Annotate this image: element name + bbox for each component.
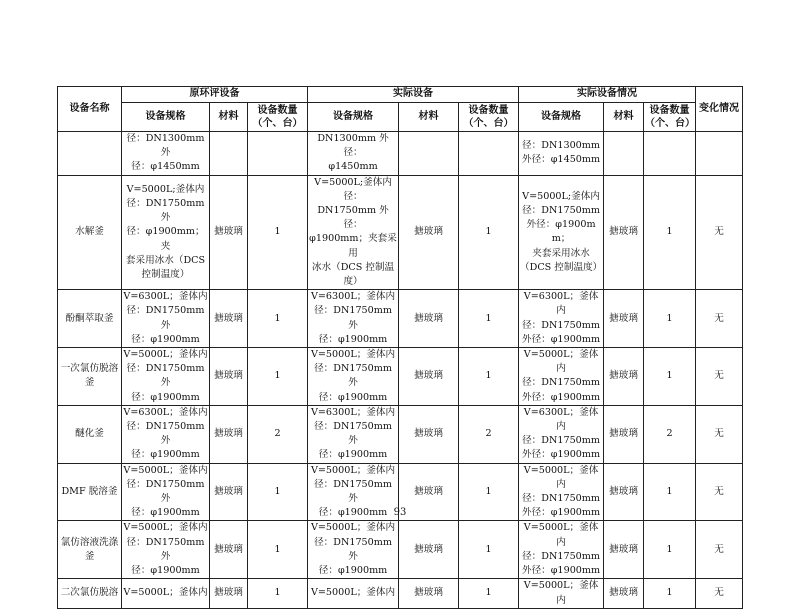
status-material-cell: 搪玻璃 xyxy=(604,175,644,290)
status-quantity-cell xyxy=(644,132,696,176)
header-material: 材料 xyxy=(604,103,644,132)
original-quantity-cell: 2 xyxy=(248,405,308,463)
table-body xyxy=(58,132,743,609)
status-spec-cell: V=5000L；釜体内 径：DN1750mm 外径：φ1900mm xyxy=(519,463,604,521)
actual-spec-cell: V=5000L；釜体内 径：DN1750mm 外 径：φ1900mm xyxy=(308,348,399,406)
status-material-cell: 搪玻璃 xyxy=(604,579,644,608)
header-material: 材料 xyxy=(210,103,248,132)
header-spec: 设备规格 xyxy=(308,103,399,132)
original-quantity-cell: 1 xyxy=(248,579,308,608)
table-row xyxy=(58,290,743,348)
status-spec-cell: V=6300L；釜体内 径：DN1750mm 外径：φ1900mm xyxy=(519,290,604,348)
header-quantity-line1: 设备数量 xyxy=(257,105,298,116)
equipment-comparison-table xyxy=(57,86,743,609)
status-spec-cell: V=5000L；釜体内 径：DN1750mm 外径：φ1900mm xyxy=(519,521,604,579)
equipment-name-cell: 酚酮萃取釜 xyxy=(58,290,122,348)
change-cell: 无 xyxy=(696,463,743,521)
equipment-name-cell: DMF 脱溶釜 xyxy=(58,463,122,521)
actual-spec-cell: V=5000L;釜体内径： DN1750mm 外径： φ1900mm；夹套采用 冰水（DCS 控制温 度） xyxy=(308,175,399,290)
status-material-cell: 搪玻璃 xyxy=(604,521,644,579)
header-quantity-line2: （个、台） xyxy=(252,118,303,129)
header-quantity-line1: 设备数量 xyxy=(649,105,690,116)
status-material-cell: 搪玻璃 xyxy=(604,290,644,348)
change-cell: 无 xyxy=(696,521,743,579)
original-material-cell: 搪玻璃 xyxy=(210,579,248,608)
header-quantity xyxy=(459,103,519,132)
actual-material-cell xyxy=(399,132,459,176)
table-row xyxy=(58,132,743,176)
table-row xyxy=(58,175,743,290)
original-quantity-cell xyxy=(248,132,308,176)
table-row xyxy=(58,579,743,608)
actual-spec-cell: DN1300mm 外径： φ1450mm xyxy=(308,132,399,176)
original-quantity-cell: 1 xyxy=(248,521,308,579)
header-equipment-name: 设备名称 xyxy=(58,87,122,132)
change-cell: 无 xyxy=(696,579,743,608)
header-change-status: 变化情况 xyxy=(696,87,743,132)
actual-quantity-cell: 1 xyxy=(459,348,519,406)
change-cell: 无 xyxy=(696,175,743,290)
original-material-cell: 搪玻璃 xyxy=(210,175,248,290)
header-actual-equipment-status: 实际设备情况 xyxy=(519,87,696,103)
table-row xyxy=(58,348,743,406)
actual-quantity-cell: 1 xyxy=(459,290,519,348)
change-cell: 无 xyxy=(696,405,743,463)
actual-spec-cell: V=5000L；釜体内 径：DN1750mm 外 径：φ1900mm xyxy=(308,521,399,579)
original-spec-cell: V=6300L；釜体内 径：DN1750mm 外 径：φ1900mm xyxy=(122,405,210,463)
header-material: 材料 xyxy=(399,103,459,132)
equipment-name-cell: 水解釜 xyxy=(58,175,122,290)
equipment-name-cell xyxy=(58,132,122,176)
equipment-name-cell: 二次氯仿脱溶 xyxy=(58,579,122,608)
actual-material-cell: 搪玻璃 xyxy=(399,405,459,463)
actual-material-cell: 搪玻璃 xyxy=(399,348,459,406)
actual-material-cell: 搪玻璃 xyxy=(399,290,459,348)
status-spec-cell: V=5000L；釜体内 径：DN1750mm 外径：φ1900mm xyxy=(519,348,604,406)
equipment-name-cell: 醚化釜 xyxy=(58,405,122,463)
status-material-cell: 搪玻璃 xyxy=(604,463,644,521)
actual-spec-cell: V=5000L；釜体内 径：DN1750mm 外 径：φ1900mm xyxy=(308,463,399,521)
original-material-cell: 搪玻璃 xyxy=(210,521,248,579)
original-material-cell: 搪玻璃 xyxy=(210,405,248,463)
table-header xyxy=(58,87,743,132)
status-spec-cell: V=5000L;釜体内 径：DN1750mm 外径：φ1900mm； 夹套采用冰水 （DCS 控制温度） xyxy=(519,175,604,290)
status-quantity-cell: 1 xyxy=(644,579,696,608)
original-material-cell: 搪玻璃 xyxy=(210,290,248,348)
status-quantity-cell: 1 xyxy=(644,175,696,290)
original-spec-cell: 径：DN1300mm 外 径：φ1450mm xyxy=(122,132,210,176)
original-spec-cell: V=5000L;釜体内 径：DN1750mm 外 径：φ1900mm；夹 套采用冰水（DCS 控制温度） xyxy=(122,175,210,290)
original-spec-cell: V=5000L；釜体内 径：DN1750mm 外 径：φ1900mm xyxy=(122,348,210,406)
status-spec-cell: V=5000L；釜体内 xyxy=(519,579,604,608)
actual-material-cell: 搪玻璃 xyxy=(399,175,459,290)
actual-material-cell: 搪玻璃 xyxy=(399,463,459,521)
original-material-cell xyxy=(210,132,248,176)
status-material-cell: 搪玻璃 xyxy=(604,348,644,406)
header-quantity-line2: （个、台） xyxy=(645,118,696,129)
header-spec: 设备规格 xyxy=(122,103,210,132)
original-spec-cell: V=5000L；釜体内 xyxy=(122,579,210,608)
actual-spec-cell: V=6300L；釜体内 径：DN1750mm 外 径：φ1900mm xyxy=(308,290,399,348)
change-cell: 无 xyxy=(696,290,743,348)
status-quantity-cell: 1 xyxy=(644,290,696,348)
header-quantity xyxy=(644,103,696,132)
actual-quantity-cell: 1 xyxy=(459,579,519,608)
actual-material-cell: 搪玻璃 xyxy=(399,521,459,579)
header-quantity xyxy=(248,103,308,132)
actual-quantity-cell: 1 xyxy=(459,463,519,521)
status-spec-cell: 径：DN1300mm 外径：φ1450mm xyxy=(519,132,604,176)
header-spec: 设备规格 xyxy=(519,103,604,132)
original-quantity-cell: 1 xyxy=(248,290,308,348)
change-cell xyxy=(696,132,743,176)
actual-quantity-cell xyxy=(459,132,519,176)
original-quantity-cell: 1 xyxy=(248,348,308,406)
actual-quantity-cell: 2 xyxy=(459,405,519,463)
original-spec-cell: V=5000L；釜体内 径：DN1750mm 外 径：φ1900mm xyxy=(122,463,210,521)
header-actual-equipment: 实际设备 xyxy=(308,87,519,103)
original-spec-cell: V=5000L；釜体内 径：DN1750mm 外 径：φ1900mm xyxy=(122,521,210,579)
original-quantity-cell: 1 xyxy=(248,463,308,521)
actual-spec-cell: V=5000L；釜体内 xyxy=(308,579,399,608)
status-material-cell: 搪玻璃 xyxy=(604,405,644,463)
status-material-cell xyxy=(604,132,644,176)
status-quantity-cell: 1 xyxy=(644,521,696,579)
actual-quantity-cell: 1 xyxy=(459,175,519,290)
status-quantity-cell: 1 xyxy=(644,463,696,521)
actual-quantity-cell: 1 xyxy=(459,521,519,579)
status-quantity-cell: 2 xyxy=(644,405,696,463)
change-cell: 无 xyxy=(696,348,743,406)
status-spec-cell: V=6300L；釜体内 径：DN1750mm 外径：φ1900mm xyxy=(519,405,604,463)
equipment-name-cell: 一次氯仿脱溶 釜 xyxy=(58,348,122,406)
table-row xyxy=(58,405,743,463)
page-number: 93 xyxy=(393,507,407,518)
header-quantity-line2: （个、台） xyxy=(463,118,514,129)
original-material-cell: 搪玻璃 xyxy=(210,348,248,406)
actual-spec-cell: V=6300L；釜体内 径：DN1750mm 外 径：φ1900mm xyxy=(308,405,399,463)
original-quantity-cell: 1 xyxy=(248,175,308,290)
header-quantity-line1: 设备数量 xyxy=(468,105,509,116)
status-quantity-cell: 1 xyxy=(644,348,696,406)
original-material-cell: 搪玻璃 xyxy=(210,463,248,521)
table-row xyxy=(58,521,743,579)
original-spec-cell: V=6300L；釜体内 径：DN1750mm 外 径：φ1900mm xyxy=(122,290,210,348)
equipment-name-cell: 氯仿溶液洗涤 釜 xyxy=(58,521,122,579)
actual-material-cell: 搪玻璃 xyxy=(399,579,459,608)
header-original-eia-equipment: 原环评设备 xyxy=(122,87,308,103)
